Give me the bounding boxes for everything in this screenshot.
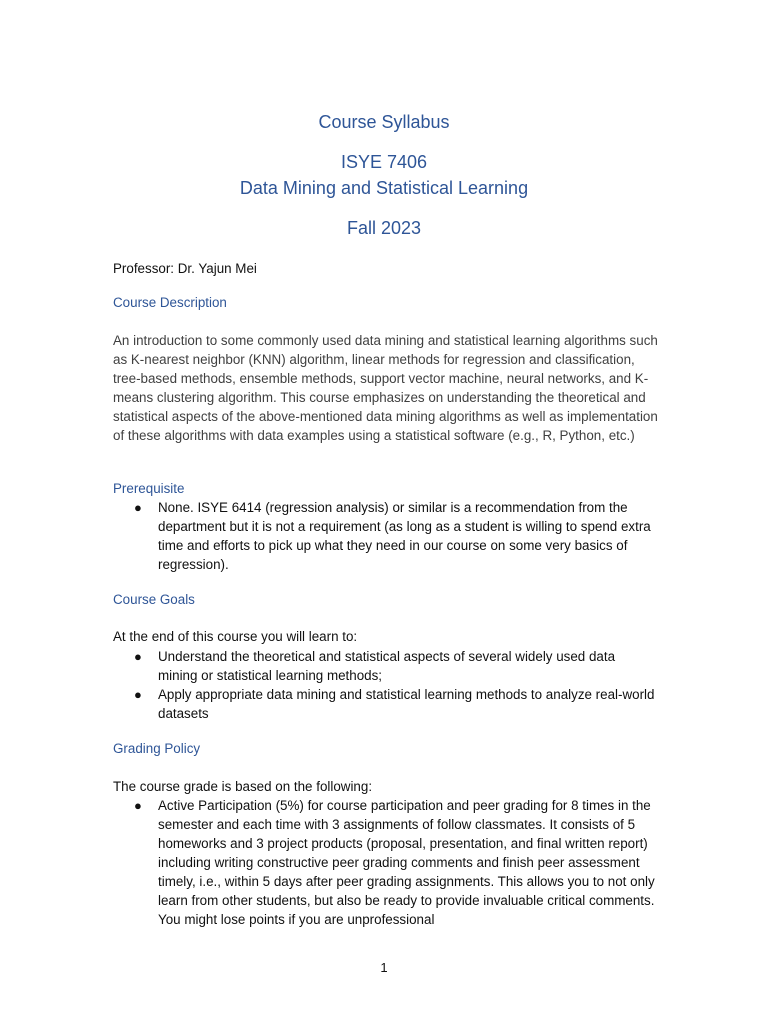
bullet-icon: ● (134, 649, 142, 664)
bullet-icon: ● (134, 687, 142, 702)
prerequisite-item-text: None. ISYE 6414 (regression analysis) or similar is a recommendation from the department but it is not a requirement (as long as a student is willing to spend extra time and efforts to pick up what they need in our course on some very basics of regression). (158, 500, 651, 572)
course-term: Fall 2023 (346, 218, 422, 238)
course-goals-list (113, 647, 658, 723)
grading-policy-list (113, 796, 658, 929)
course-description-heading: Course Description (113, 295, 227, 310)
prerequisite-section (113, 498, 658, 574)
grading-policy-heading: Grading Policy (113, 741, 201, 756)
professor-line: Professor: Dr. Yajun Mei (113, 261, 257, 276)
bullet-icon: ● (134, 798, 142, 813)
grading-item-text: Active Participation (5%) for course participation and peer grading for 8 times in the semester and each time with 3 assignments of follow classmates. It consists of 5 homeworks and 3 project products (proposal, presentation, and final written report) including writing constructive peer grading comments and finish peer assessment timely, i.e., within 5 days after peer grading assignments. This allows you to not only learn from other students, but also be ready to provide invaluable critical comments. You might lose points if you are unprofessional (158, 798, 655, 927)
document-title: Course Syllabus (318, 112, 450, 132)
course-goals-intro: At the end of this course you will learn to: (113, 629, 358, 644)
course-goals-section (113, 647, 658, 723)
course-goals-heading: Course Goals (113, 592, 195, 607)
page-number: 1 (380, 960, 388, 975)
prerequisite-heading: Prerequisite (113, 481, 185, 496)
course-description-body: An introduction to some commonly used data mining and statistical learning algorithms such as K-nearest neighbor (KNN) algorithm, linear methods for regression and classification, tree-based methods, ensemble methods, support vector machine, neural networks, and K-means clustering algorithm. This course emphasizes on understanding the theoretical and statistical aspects of the above-mentioned data mining algorithms as well as implementation of these algorithms with data examples using a statistical software (e.g., R, Python, etc.) (113, 333, 658, 443)
bullet-icon: ● (134, 500, 142, 515)
course-goal-item-text: Understand the theoretical and statistical aspects of several widely used data mining or statistical learning methods; (158, 649, 616, 683)
prerequisite-list (113, 498, 658, 574)
list-item (113, 498, 658, 574)
list-item (113, 685, 658, 723)
course-goal-item-text: Apply appropriate data mining and statistical learning methods to analyze real-world datasets (158, 687, 655, 721)
course-code: ISYE 7406 (340, 152, 428, 172)
grading-policy-section (113, 796, 658, 929)
list-item (113, 796, 658, 929)
list-item (113, 647, 658, 685)
grading-policy-intro: The course grade is based on the following: (113, 779, 373, 794)
course-name: Data Mining and Statistical Learning (239, 178, 529, 198)
